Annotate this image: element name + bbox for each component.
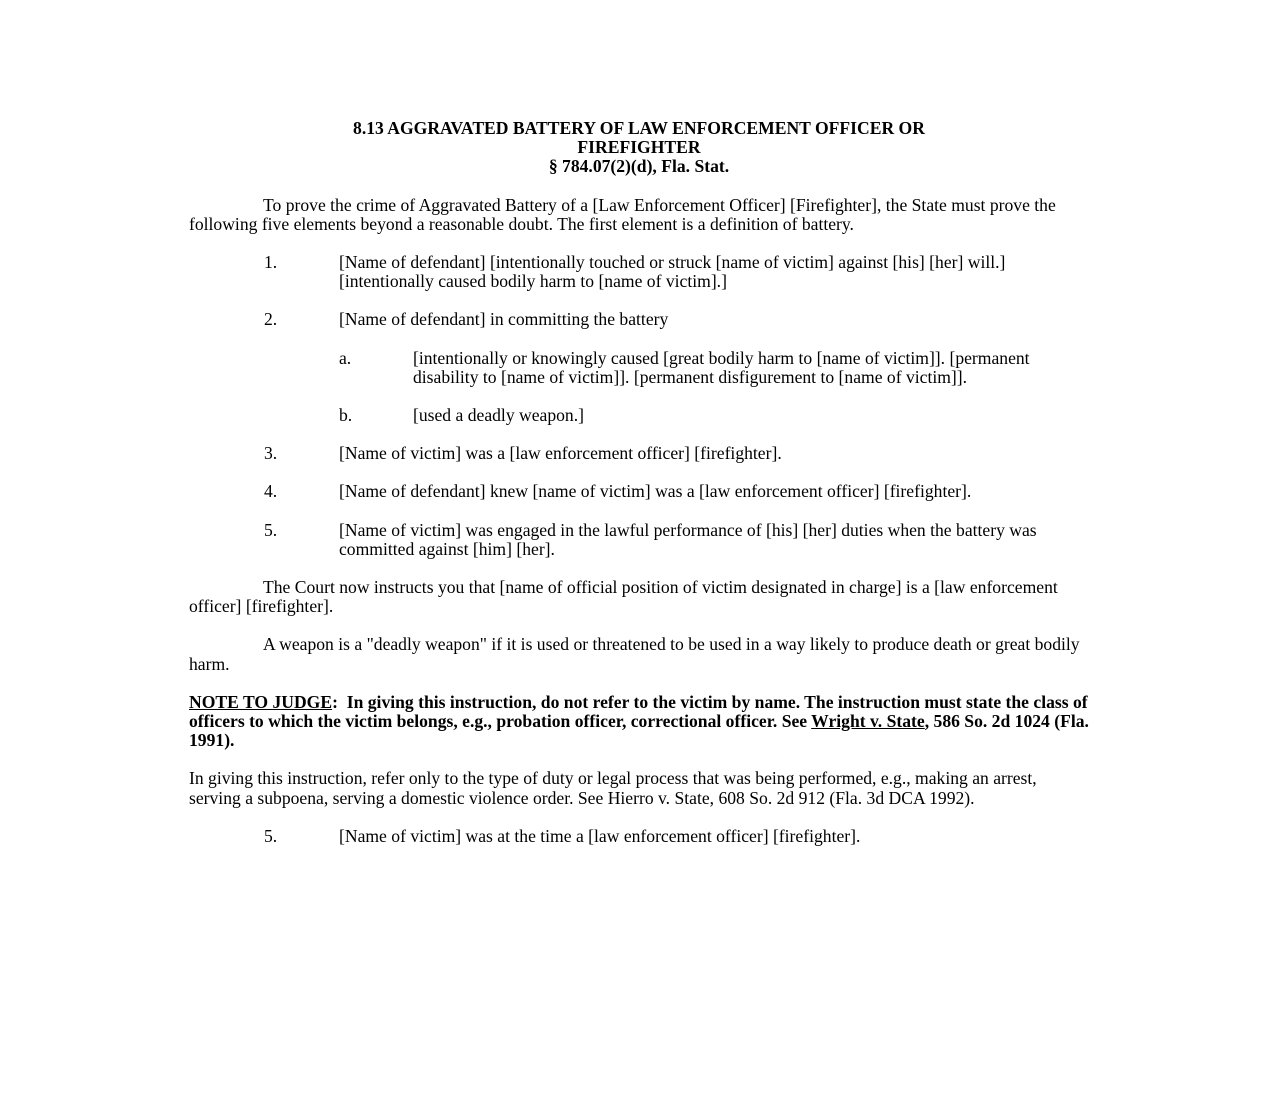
note-colon: : — [332, 691, 338, 712]
element-item — [189, 521, 1089, 559]
element-text: [Name of defendant] knew [name of victim] was a [law enforcement officer] [firefighter]. — [339, 481, 972, 502]
element-number: 5. — [264, 825, 278, 846]
subelement-item — [189, 349, 1089, 387]
element-text: [Name of victim] was at the time a [law enforcement officer] [firefighter]. — [339, 825, 861, 846]
title-line-2: FIREFIGHTER — [577, 137, 701, 158]
subelement-text: [intentionally or knowingly caused [great bodily harm to [name of victim]]. [permanent disability to [name of victim]]. [permanent disfigurement to [name of victim]]. — [413, 347, 1030, 387]
case-citation-wright: Wright v. State — [811, 711, 925, 732]
intro-paragraph: To prove the crime of Aggravated Battery of a [Law Enforcement Officer] [Firefighter], the State must prove the following five elements beyond a reasonable doubt. The first element is a definition of battery. — [189, 194, 1056, 234]
note-text: In giving this instruction, do not refer to the victim by name. The instruction must state the class of officers to which the victim belongs, e.g., probation officer, correctional officer. See — [189, 691, 1088, 732]
subelement-letter: a. — [339, 347, 352, 368]
element-number: 5. — [264, 519, 278, 540]
alternate-element-item — [189, 827, 1089, 846]
element-number: 1. — [264, 252, 278, 273]
element-item — [189, 253, 1089, 291]
element-text: [Name of defendant] [intentionally touched or struck [name of victim] against [his] [her] will.] [intentionally caused bodily harm to [name of victim].] — [339, 252, 1006, 292]
element-text: [Name of defendant] in committing the battery — [339, 309, 669, 330]
court-instruction-paragraph: The Court now instructs you that [name of official position of victim designated in charge] is a [law enforcement officer] [firefighter]. — [189, 577, 1058, 617]
note-to-judge — [189, 693, 1089, 751]
subelement-item — [189, 406, 1089, 425]
element-text: [Name of victim] was a [law enforcement officer] [firefighter]. — [339, 443, 782, 464]
deadly-weapon-definition: A weapon is a "deadly weapon" if it is used or threatened to be used in a way likely to produce death or great bodily harm. — [189, 634, 1080, 674]
note-label: NOTE TO JUDGE — [189, 691, 333, 712]
statute-citation: § 784.07(2)(d), Fla. Stat. — [548, 156, 730, 177]
subelement-text: [used a deadly weapon.] — [413, 405, 584, 426]
document-title — [189, 119, 1089, 177]
document-page — [189, 119, 1089, 865]
element-number: 3. — [264, 443, 278, 464]
element-text: [Name of victim] was engaged in the lawful performance of [his] [her] duties when the battery was committed against [him] [her]. — [339, 519, 1037, 559]
subelement-letter: b. — [339, 405, 353, 426]
element-item — [189, 482, 1089, 501]
title-line-1: 8.13 AGGRAVATED BATTERY OF LAW ENFORCEMENT OFFICER OR — [353, 118, 925, 138]
element-item — [189, 444, 1089, 463]
duty-note-paragraph: In giving this instruction, refer only to the type of duty or legal process that was being performed, e.g., making an arrest, serving a subpoena, serving a domestic violence order. See Hierro v. State, 608 So. 2d 912 (Fla. 3d DCA 1992). — [189, 768, 1037, 808]
element-item — [189, 310, 1089, 329]
element-number: 4. — [264, 481, 278, 502]
note-text-end: , 586 So. 2d 1024 (Fla. 1991). — [189, 711, 1089, 751]
element-number: 2. — [264, 309, 278, 330]
